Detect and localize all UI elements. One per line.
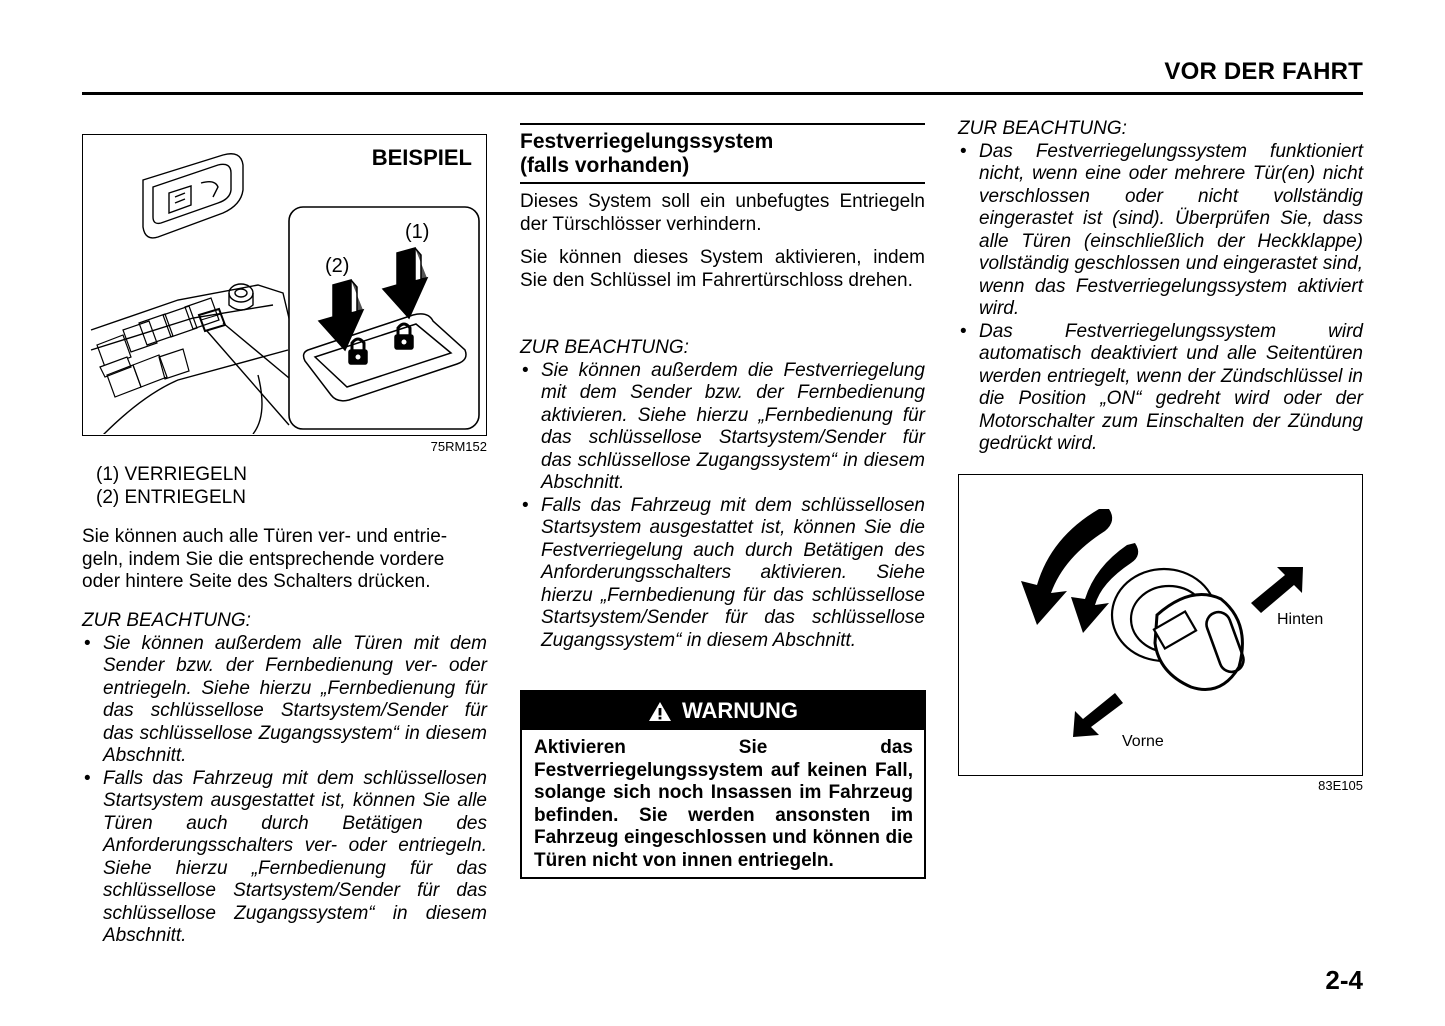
- note-list: [958, 141, 1363, 456]
- note-heading: ZUR BEACHTUNG:: [82, 610, 251, 631]
- page-number: 2-4: [1325, 965, 1363, 995]
- legend-item: (1) VERRIEGELN: [96, 464, 247, 485]
- paragraph-2: Sie können dieses System aktivieren, indem Sie den Schlüssel im Fahrertürschloss drehen.: [520, 247, 925, 291]
- header-rule: [82, 92, 1363, 95]
- note-block: [958, 118, 1363, 456]
- note-item: • Das Festverriegelungssystem funktioniert nicht, wenn eine oder mehrere Tür(en) nicht verschlossen oder nicht vollständig eingerastet ist (sind). Überprüfen Sie, dass alle Türen (einschließlich der Heckklappe) vollständig geschlossen und eingerastet sind, wenn das Festverriegelungssystem aktiviert wird.: [960, 140, 1363, 319]
- warning-triangle-icon: [648, 701, 672, 722]
- note-heading: ZUR BEACHTUNG:: [520, 337, 689, 358]
- note-item: • Falls das Fahrzeug mit dem schlüssellosen Startsystem ausgestattet ist, können Sie die Festverriegelung auch durch Betätigen des Anforderungsschalters aktivieren. Siehe hierzu „Fernbedienung für das schlüssellose Startsystem/Sender für das schlüssellose Zugangssystem“ in diesem Abschnitt.: [522, 494, 925, 651]
- callout-2: (2): [325, 255, 350, 277]
- note-block: [520, 337, 925, 652]
- section-title-line: (falls vorhanden): [520, 154, 690, 177]
- section-title-line: Festverriegelungssystem: [520, 130, 774, 153]
- note-item: • Falls das Fahrzeug mit dem schlüssellosen Startsystem ausgestattet ist, können Sie alle Türen auch durch Betätigen des Anforderungsschalters ver- oder entriegeln. Siehe hierzu „Fernbedienung für das schlüssellose Startsystem/Sender für das schlüssellose Zugangssystem“ in diesem Abschnitt.: [84, 767, 487, 946]
- paragraph-1: Dieses System soll ein unbefugtes Entriegeln der Türschlösser verhindern.: [520, 191, 925, 235]
- warning-header: [522, 692, 924, 730]
- door-switch-figure: [82, 134, 487, 436]
- figure-code: 75RM152: [430, 439, 487, 454]
- callout-1: (1): [405, 221, 430, 243]
- body-paragraph: [82, 526, 492, 594]
- note-block: [82, 610, 487, 948]
- figure-legend: [96, 464, 247, 509]
- front-arrow-icon: [1073, 693, 1123, 737]
- note-item: • Das Festverriegelungssystem wird automatisch deaktiviert und alle Seitentüren werden entriegelt, wenn der Zündschlüssel in die Position „ON“ gedreht wird oder der Motorschalter zum Einschalten der Zündung gedrückt wird.: [960, 320, 1363, 454]
- label-rear: Hinten: [1277, 611, 1324, 628]
- body-line: geln, indem Sie die entsprechende vordere: [82, 548, 445, 570]
- rear-arrow-icon: [1251, 567, 1303, 613]
- turn-direction-arrow-icon: [1071, 543, 1138, 633]
- warning-box: [520, 690, 926, 879]
- running-header: VOR DER FAHRT: [1164, 58, 1363, 85]
- body-line: Sie können auch alle Türen ver- und entrie-: [82, 526, 448, 547]
- note-list: [82, 633, 487, 948]
- note-item: • Sie können außerdem die Festverriegelung mit dem Sender bzw. der Fernbedienung aktivieren. Siehe hierzu „Fernbedienung für das schlüssellose Startsystem/Sender für das schlüssellose Zugangssystem“ in diesem Abschnitt.: [522, 359, 925, 493]
- warning-text: Aktivieren Sie das Festverriegelungssystem auf keinen Fall, solange sich noch Insassen im Fahrzeug befinden. Sie werden ansonsten im Fahrzeug eingeschlossen und können die Türen nicht von innen entriegeln.: [534, 737, 913, 871]
- legend-item: (2) ENTRIEGELN: [96, 486, 246, 508]
- section-title: [520, 123, 925, 184]
- warning-heading: WARNUNG: [681, 698, 799, 723]
- door-lock-switch-illustration: [83, 135, 485, 434]
- body-line: oder hintere Seite des Schalters drücken.: [82, 571, 431, 592]
- note-item: • Sie können außerdem alle Türen mit dem Sender bzw. der Fernbedienung ver- oder entriegeln. Siehe hierzu „Fernbedienung für das schlüssellose Startsystem/Sender für das schlüssellose Zugangssystem“ in diesem Abschnitt.: [84, 632, 487, 766]
- label-front: Vorne: [1122, 733, 1164, 750]
- note-list: [520, 360, 925, 653]
- figure-code: 83E105: [1318, 778, 1363, 793]
- figure-label: BEISPIEL: [371, 145, 472, 170]
- key-lock-figure: [958, 474, 1363, 776]
- note-heading: ZUR BEACHTUNG:: [958, 118, 1127, 139]
